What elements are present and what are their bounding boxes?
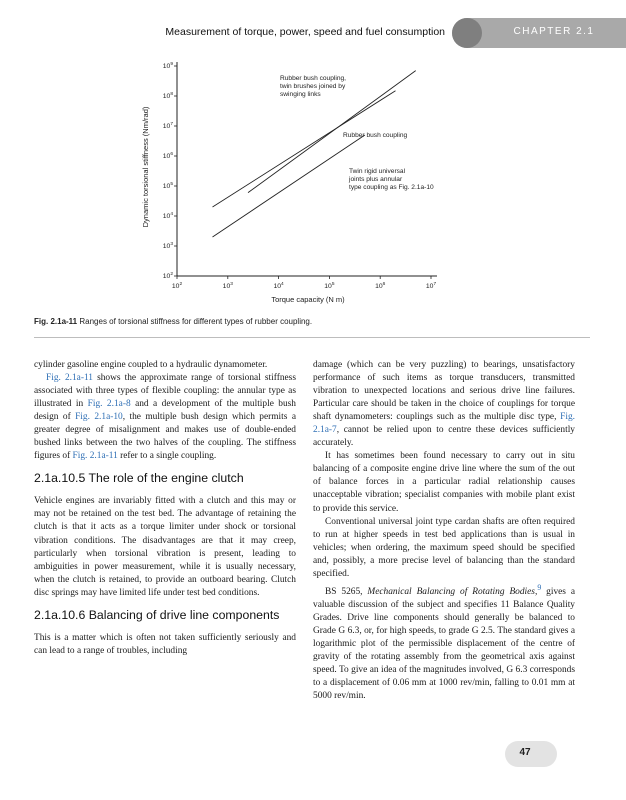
text-run: , the multiple bush design which permits a greater degree of misalignment and makes use of double-ended bushed links between the two halves of the coupling. The stiffness figures of bbox=[34, 412, 296, 462]
section-heading: 2.1a.10.6 Balancing of drive line components bbox=[34, 607, 280, 622]
y-tick-exponent: 4 bbox=[170, 212, 173, 217]
figure-caption-text: Ranges of torsional stiffness for different types of rubber coupling. bbox=[79, 317, 313, 326]
y-tick-exponent: 5 bbox=[170, 182, 173, 187]
standard-title: Mechanical Balancing of Rotating Bodies, bbox=[367, 586, 538, 597]
paragraph: Conventional universal joint type cardan shafts are often required to run at higher speeds in test bed applications than is usual in vehicles; when ordering, the maximum speed should be specified and, possibly, a more precise level of balancing than the standard specified. bbox=[313, 516, 575, 579]
figure-link[interactable]: Fig. 2.1a-8 bbox=[87, 399, 131, 410]
paragraph bbox=[313, 581, 575, 704]
y-tick-exponent: 6 bbox=[170, 152, 173, 157]
text-run: , cannot be relied upon to centre these devices sufficiently accurately. bbox=[313, 425, 575, 449]
page-number: 47 bbox=[519, 747, 531, 758]
chapter-tab bbox=[452, 18, 626, 48]
x-tick-label: $10^5$ bbox=[324, 282, 335, 290]
y-tick-label: $10^2$ bbox=[162, 272, 173, 280]
paragraph: It has sometimes been found necessary to carry out in situ balancing of a composite engine drive line where the sum of the out of balance forces in a particular radial relationship causes unacceptable vibration; specialist companies with mobile plant exist to provide this service. bbox=[313, 451, 575, 514]
y-tick-label: $10^5$ bbox=[162, 182, 173, 190]
series-line bbox=[213, 135, 365, 237]
figure-caption bbox=[34, 317, 594, 326]
text-run: gives a valuable discussion of the subject and specifies 11 Balance Quality Grades. Drive line components should generally be balanced to Grade G 6.3, or, for high speeds, to grade G 2.5. The standard gives a logarithmic plot of the permissible displacement of the centre of gravity of the rotating assembly from the geometrical axis against speed. To give an idea of the magnitudes involved, G 6.3 corresponds to a displacement of 0.06 mm at 1000 rev/min, falling to 0.01 mm at 5000 rev/min. bbox=[313, 586, 576, 702]
text-run: shows the approximate range of torsional stiffness associated with three types of flexible coupling: the annular type as illustrated in bbox=[34, 373, 296, 410]
right-column bbox=[313, 359, 575, 703]
x-tick-exponent: 7 bbox=[433, 282, 437, 287]
figure-link[interactable]: Fig. 2.1a-7 bbox=[313, 412, 575, 436]
x-axis-label: Torque capacity (N m) bbox=[271, 295, 345, 304]
x-tick-exponent: 4 bbox=[281, 282, 284, 287]
y-tick-exponent: 3 bbox=[170, 242, 173, 247]
y-tick-label: $10^4$ bbox=[162, 212, 173, 220]
figure-link[interactable]: Fig. 2.1a-10 bbox=[75, 412, 123, 423]
x-tick-exponent: 6 bbox=[382, 282, 386, 287]
chapter-label: CHAPTER 2.1 bbox=[513, 26, 595, 37]
chapter-tab-dot bbox=[452, 18, 482, 48]
x-tick-exponent: 5 bbox=[331, 282, 335, 287]
y-axis-label: Dynamic torsional stiffness (Nm/rad) bbox=[141, 106, 150, 228]
paragraph: This is a matter which is often not taken sufficiently seriously and can lead to a range of troubles, including bbox=[34, 632, 296, 656]
y-tick-exponent: 9 bbox=[170, 62, 173, 67]
running-header-title: Measurement of torque, power, speed and fuel consumption bbox=[165, 26, 445, 38]
x-tick-label: $10^6$ bbox=[375, 282, 386, 290]
paragraph bbox=[313, 359, 575, 450]
x-tick-label: $10^3$ bbox=[222, 282, 233, 290]
y-tick-exponent: 2 bbox=[170, 272, 173, 277]
series-label: twin brushes joined by bbox=[280, 83, 346, 90]
series-label: type coupling as Fig. 2.1a-10 bbox=[349, 184, 434, 191]
text-run: and a development of the multiple bush design of bbox=[34, 399, 296, 423]
y-tick-label: $10^6$ bbox=[162, 152, 173, 160]
y-tick-exponent: 7 bbox=[170, 122, 173, 127]
x-tick-label: $10^4$ bbox=[273, 282, 284, 290]
figure-caption-label: Fig. 2.1a-11 bbox=[34, 317, 78, 326]
text-run: refer to a single coupling. bbox=[117, 451, 217, 462]
left-column bbox=[34, 359, 296, 658]
x-tick-label: $10^2$ bbox=[171, 282, 183, 290]
section-heading: 2.1a.10.5 The role of the engine clutch bbox=[34, 471, 244, 486]
y-tick-label: $10^7$ bbox=[162, 122, 173, 130]
x-tick-label: $10^7$ bbox=[425, 282, 437, 290]
y-tick-label: $10^9$ bbox=[162, 62, 173, 70]
series-label: Rubber bush coupling bbox=[343, 132, 408, 139]
paragraph: cylinder gasoline engine coupled to a hydraulic dynamometer. bbox=[34, 360, 268, 370]
figure-link[interactable]: Fig. 2.1a-11 bbox=[72, 451, 118, 462]
reference-superscript[interactable]: 9 bbox=[537, 582, 542, 592]
figure-link[interactable]: Fig. 2.1a-11 bbox=[46, 373, 93, 384]
y-tick-label: $10^3$ bbox=[162, 242, 173, 250]
text-run: BS 5265, bbox=[325, 586, 368, 597]
series-label: Rubber bush coupling, bbox=[280, 75, 346, 82]
series-label: Twin rigid universal bbox=[349, 168, 406, 175]
y-tick-exponent: 8 bbox=[170, 92, 173, 97]
x-tick-exponent: 2 bbox=[179, 282, 183, 287]
paragraph bbox=[34, 372, 296, 463]
caption-divider bbox=[34, 337, 590, 338]
y-tick-label: $10^8$ bbox=[162, 92, 173, 100]
stiffness-chart bbox=[135, 52, 455, 307]
series-label: joints plus annular bbox=[349, 176, 403, 183]
text-run: damage (which can be very puzzling) to bearings, unsatisfactory performance of such items as torque transducers, transmitted vibration to unexpected locations and serious drive line failures. Particular care should be taken in the choice of couplings for torque shaft dynamometers: couplings such as the multiple disc type, bbox=[313, 360, 575, 423]
series-label: swinging links bbox=[280, 91, 321, 98]
paragraph: Vehicle engines are invariably fitted with a clutch and this may or may not be retained on the test bed. The advantage of retaining the clutch is that it acts as a torque limiter under shock or torsional vibration conditions. The disadvantages are that it may creep, particularly when torsional vibration is present, leading to ambiguities in power measurement, while it is usually necessary, when the clutch is retained, to provide an outboard bearing. Clutch disc springs may have limited life under test bed conditions. bbox=[34, 496, 296, 598]
x-tick-exponent: 3 bbox=[230, 282, 233, 287]
